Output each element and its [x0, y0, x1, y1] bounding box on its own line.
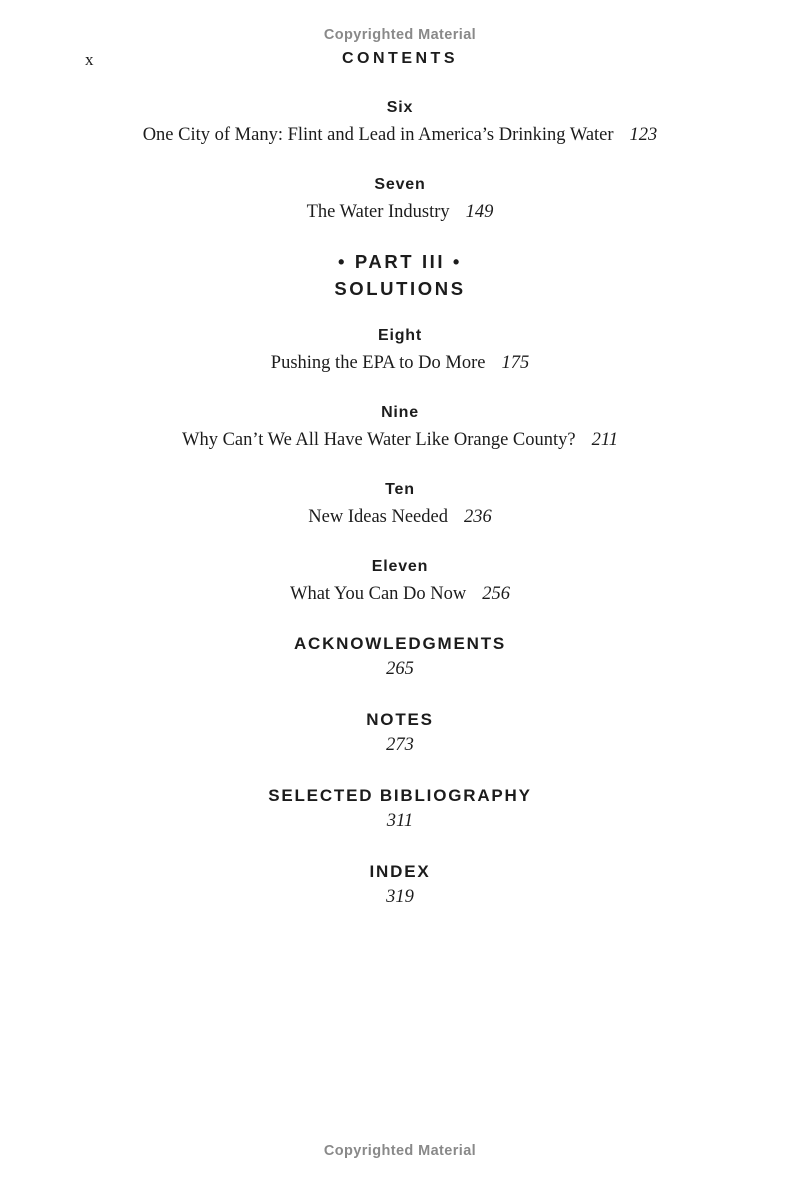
chapter-number-label: Nine: [381, 404, 419, 421]
chapter-page-number: 149: [465, 202, 494, 222]
chapter-number-label: Seven: [374, 176, 426, 193]
chapter-title-line: [0, 431, 800, 450]
chapter-title-line: [0, 508, 800, 527]
back-matter-heading: NOTES: [366, 710, 434, 729]
chapter-number-label: Ten: [385, 481, 415, 498]
toc-entry-chapter-seven: [0, 175, 800, 222]
chapter-number-label: Six: [386, 99, 414, 116]
part-title: SOLUTIONS: [334, 278, 466, 299]
chapter-title-line: [0, 354, 800, 373]
part-heading: [0, 252, 800, 298]
back-matter-heading: SELECTED BIBLIOGRAPHY: [268, 786, 532, 805]
chapter-title: New Ideas Needed: [308, 507, 448, 527]
toc-entry-chapter-nine: [0, 403, 800, 450]
chapter-number-label: Eight: [378, 327, 422, 344]
toc-entry-index: [0, 862, 800, 907]
copyright-notice-bottom: Copyrighted Material: [323, 1143, 477, 1159]
chapter-title: One City of Many: Flint and Lead in America’s Drinking Water: [142, 125, 614, 145]
chapter-title: The Water Industry: [306, 202, 450, 222]
toc-entry-chapter-ten: [0, 480, 800, 527]
back-matter-heading: ACKNOWLEDGMENTS: [293, 634, 507, 653]
back-matter-heading: INDEX: [369, 862, 431, 881]
chapter-title-line: [0, 203, 800, 222]
chapter-title: Why Can’t We All Have Water Like Orange County?: [181, 430, 576, 450]
chapter-page-number: 236: [463, 507, 492, 527]
page-number-folio: x: [85, 50, 94, 69]
toc-entry-selected-bibliography: [0, 786, 800, 831]
toc-entry-notes: [0, 710, 800, 755]
copyright-notice-top: Copyrighted Material: [323, 27, 477, 43]
contents-heading: CONTENTS: [342, 50, 458, 67]
back-matter-page-number: 273: [386, 735, 414, 755]
chapter-title-line: [0, 585, 800, 604]
chapter-number-label: Eleven: [371, 558, 429, 575]
chapter-title: Pushing the EPA to Do More: [270, 353, 486, 373]
toc-entry-chapter-six: [0, 98, 800, 145]
toc-entry-acknowledgments: [0, 634, 800, 679]
chapter-page-number: 123: [629, 125, 658, 145]
back-matter-page-number: 319: [386, 887, 414, 907]
table-of-contents: [0, 98, 800, 938]
toc-entry-chapter-eleven: [0, 557, 800, 604]
chapter-page-number: 175: [501, 353, 530, 373]
back-matter-page-number: 311: [386, 811, 414, 831]
chapter-title-line: [0, 126, 800, 145]
back-matter-page-number: 265: [386, 659, 414, 679]
part-label: • PART III •: [338, 251, 462, 272]
chapter-title: What You Can Do Now: [289, 584, 467, 604]
chapter-page-number: 211: [591, 430, 619, 450]
chapter-page-number: 256: [482, 584, 510, 604]
toc-entry-chapter-eight: [0, 326, 800, 373]
